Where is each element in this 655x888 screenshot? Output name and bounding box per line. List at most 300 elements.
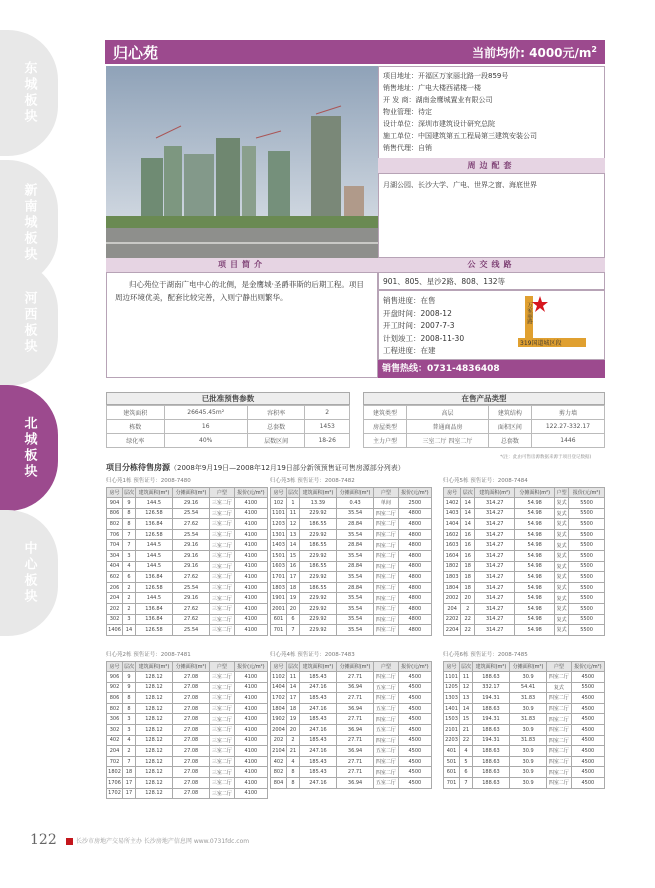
table-cell: 1802: [107, 767, 123, 778]
table-row: [107, 746, 268, 757]
table-cell: 复式: [555, 498, 569, 509]
table-cell: 1604: [444, 550, 461, 561]
table-cell: 1803: [444, 572, 461, 583]
table-cell: 126.58: [135, 625, 172, 636]
table-cell: 54.98: [515, 529, 555, 540]
table-cell: 2001: [271, 603, 287, 614]
table-cell: 5500: [569, 519, 605, 530]
table-cell: 28.84: [337, 519, 374, 530]
table-row: [444, 593, 605, 604]
table-row: 建筑类型 高层 建筑结构 剪力墙: [364, 406, 605, 420]
table-cell: 144.5: [135, 550, 172, 561]
column-header: 户型: [210, 488, 235, 498]
table-cell: 27.71: [337, 693, 374, 704]
table-cell: 2: [461, 603, 475, 614]
table-cell: 1101: [444, 672, 460, 683]
table-cell: 4500: [571, 714, 604, 725]
table-cell: 204: [107, 746, 123, 757]
table-cell: 三室二厅: [210, 788, 235, 799]
table-row: [444, 582, 605, 593]
column-header: 房号: [107, 488, 123, 498]
table-cell: 1702: [107, 788, 123, 799]
table-row: [271, 572, 432, 583]
progress-status: 销售进度：在售: [383, 296, 436, 305]
table-cell: 8: [123, 508, 136, 519]
table-cell: 906: [107, 672, 123, 683]
table-row: [444, 614, 605, 625]
column-header: 户型: [374, 662, 399, 672]
project-intro-text: 归心苑位于湖南广电中心的北侧，是金鹰城·圣爵菲斯的后期工程。项目周边环境优美，配套比较完善，入则宁静出则繁华。: [106, 272, 378, 378]
side-tabs: [0, 0, 62, 888]
table-cell: 5500: [569, 614, 605, 625]
table-cell: 4500: [398, 672, 431, 683]
column-header: 层次: [461, 488, 475, 498]
table-cell: 7: [287, 625, 300, 636]
table-cell: 136.84: [135, 572, 172, 583]
info-developer: 开 发 商：湖南金鹰城置业有限公司: [383, 96, 493, 104]
table-cell: 15: [287, 550, 300, 561]
table-cell: 27.71: [337, 714, 374, 725]
table-row: [271, 540, 432, 551]
table-row: [444, 672, 605, 683]
table-cell: 三室二厅: [210, 767, 235, 778]
table-cell: 2002: [444, 593, 461, 604]
table-row: [107, 498, 268, 509]
table-cell: 8: [287, 767, 300, 778]
table-cell: 54.98: [515, 498, 555, 509]
table-cell: 四室二厅: [374, 672, 399, 683]
table-row: [107, 561, 268, 572]
table-cell: 4100: [234, 582, 267, 593]
table-cell: 36.94: [337, 746, 374, 757]
bus-header: 公交线路: [378, 258, 605, 272]
table-cell: 4800: [398, 572, 431, 583]
table-cell: 128.12: [135, 777, 172, 788]
table-cell: 三室二厅: [210, 756, 235, 767]
table-cell: 402: [107, 735, 123, 746]
table-cell: 5500: [569, 572, 605, 583]
column-header: 房号: [107, 662, 123, 672]
table-cell: 30.9: [510, 724, 547, 735]
table-cell: 314.27: [475, 529, 515, 540]
table-cell: 27.62: [173, 614, 210, 625]
table-cell: 202: [271, 735, 287, 746]
progress-construction: 工程进度：在建: [383, 346, 436, 355]
table-cell: 27.71: [337, 756, 374, 767]
table-cell: 128.12: [135, 714, 172, 725]
table-cell: 247.16: [299, 682, 336, 693]
table-cell: 8: [123, 693, 136, 704]
table-row: [271, 519, 432, 530]
table-cell: 904: [107, 498, 123, 509]
table-cell: 54.98: [515, 550, 555, 561]
table-cell: 186.55: [299, 582, 336, 593]
table-cell: 三室二厅: [210, 540, 235, 551]
sales-hotline[interactable]: 销售热线：0731-4836408: [378, 360, 605, 378]
table-cell: 4100: [234, 693, 267, 704]
table-cell: 1804: [271, 703, 287, 714]
table-cell: 复式: [555, 540, 569, 551]
table-cell: 30.9: [510, 767, 547, 778]
table-row: [444, 735, 605, 746]
table-row: [444, 693, 605, 704]
table-cell: 314.27: [475, 603, 515, 614]
table-cell: 501: [444, 756, 460, 767]
table-row: [444, 603, 605, 614]
table-cell: 28.84: [337, 540, 374, 551]
table-cell: 三室二厅: [210, 777, 235, 788]
table-cell: 9: [123, 672, 136, 683]
table-cell: 四室二厅: [547, 714, 572, 725]
table-cell: 28.84: [337, 582, 374, 593]
table-cell: 185.43: [299, 756, 336, 767]
table-cell: 三室二厅: [210, 724, 235, 735]
table-cell: 30.9: [510, 756, 547, 767]
table-cell: 31.83: [510, 714, 547, 725]
column-header: 建筑面积(m²): [472, 662, 509, 672]
column-header: 建筑面积(m²): [475, 488, 515, 498]
project-info: [378, 66, 605, 159]
table-cell: 4500: [571, 767, 604, 778]
table-cell: 4100: [234, 593, 267, 604]
table-cell: 54.98: [515, 603, 555, 614]
table-cell: 6: [123, 572, 136, 583]
table-cell: 4: [287, 756, 300, 767]
table-cell: 702: [107, 756, 123, 767]
table-cell: 复式: [555, 561, 569, 572]
column-header: 房号: [271, 488, 287, 498]
column-header: 层次: [287, 488, 300, 498]
table-cell: 314.27: [475, 508, 515, 519]
info-design: 设计单位：深圳市建筑设计研究总院: [383, 120, 495, 128]
table-cell: 四室二厅: [547, 672, 572, 683]
side-tab-dongcheng[interactable]: 东城板块: [0, 30, 58, 156]
table-cell: 4100: [234, 519, 267, 530]
table-cell: 复式: [555, 572, 569, 583]
table-cell: 7: [123, 540, 136, 551]
table-cell: 2: [123, 593, 136, 604]
building-table: [106, 487, 268, 636]
table-cell: 1406: [107, 625, 123, 636]
side-tab-hexi[interactable]: 河西板块: [0, 260, 58, 386]
table-cell: 27.08: [173, 714, 210, 725]
table-cell: 4500: [398, 767, 431, 778]
table-cell: 四室二厅: [547, 724, 572, 735]
table-cell: 三室二厅: [210, 625, 235, 636]
table-row: [444, 756, 605, 767]
table-cell: 229.92: [299, 625, 336, 636]
building-block: [270, 650, 432, 789]
column-header: 报价(元/m²): [234, 488, 267, 498]
table-cell: 314.27: [475, 582, 515, 593]
table-cell: 复式: [555, 508, 569, 519]
table-cell: 4800: [398, 550, 431, 561]
table-cell: 3: [123, 714, 136, 725]
table-cell: 4100: [234, 788, 267, 799]
table-cell: 1701: [271, 572, 287, 583]
table-cell: 128.12: [135, 724, 172, 735]
table-row: [271, 703, 432, 714]
table-cell: 186.55: [299, 540, 336, 551]
table-cell: 144.5: [135, 498, 172, 509]
table-cell: 27.08: [173, 777, 210, 788]
building-cert: 预售证号：2008-7485: [470, 652, 528, 658]
column-header: 报价(元/m²): [398, 488, 431, 498]
table-cell: 1803: [271, 582, 287, 593]
side-tab-xinnancheng[interactable]: 新南城板块: [0, 160, 58, 286]
table-row: [271, 672, 432, 683]
table-cell: 314.27: [475, 561, 515, 572]
table-cell: 20: [287, 724, 300, 735]
table-cell: 四室二厅: [547, 693, 572, 704]
table-cell: 4100: [234, 572, 267, 583]
table-cell: 36.94: [337, 777, 374, 788]
table-cell: 四室二厅: [374, 508, 399, 519]
table-cell: 1603: [271, 561, 287, 572]
table-cell: 4100: [234, 714, 267, 725]
table-cell: 804: [271, 777, 287, 788]
table-cell: 706: [107, 529, 123, 540]
table-cell: 6: [287, 614, 300, 625]
table-row: [444, 724, 605, 735]
table-cell: 144.5: [135, 540, 172, 551]
table-cell: 五室二厅: [374, 724, 399, 735]
table-cell: 11: [287, 672, 300, 683]
table-cell: 4800: [398, 561, 431, 572]
table-cell: 29.16: [173, 593, 210, 604]
product-table: [363, 405, 605, 448]
table-row: [107, 788, 268, 799]
table-cell: 1503: [444, 714, 460, 725]
table-cell: 27.71: [337, 767, 374, 778]
table-cell: 136.84: [135, 519, 172, 530]
table-row: [271, 767, 432, 778]
table-cell: 4100: [234, 508, 267, 519]
building-table: [270, 661, 432, 789]
table-cell: 247.16: [299, 703, 336, 714]
table-cell: 185.43: [299, 735, 336, 746]
table-row: [271, 603, 432, 614]
table-cell: 4800: [398, 603, 431, 614]
table-cell: 4800: [398, 508, 431, 519]
table-cell: 22: [461, 625, 475, 636]
table-cell: 4800: [398, 582, 431, 593]
table-cell: 三室二厅: [210, 498, 235, 509]
building-header: [270, 650, 432, 661]
table-cell: 18: [123, 767, 136, 778]
table-cell: 1802: [444, 561, 461, 572]
side-tab-zhongxin[interactable]: 中心板块: [0, 510, 58, 636]
table-cell: 54.41: [510, 682, 547, 693]
table-cell: 单间: [374, 498, 399, 509]
table-cell: 四室二厅: [374, 582, 399, 593]
column-header: 分摊面积(m²): [515, 488, 555, 498]
table-cell: 186.55: [299, 561, 336, 572]
table-cell: 4500: [571, 756, 604, 767]
table-cell: 2: [123, 582, 136, 593]
building-header: [106, 476, 268, 487]
table-row: [271, 508, 432, 519]
table-row: [107, 572, 268, 583]
table-cell: 314.27: [475, 550, 515, 561]
column-header: 分摊面积(m²): [173, 662, 210, 672]
table-cell: 35.54: [337, 550, 374, 561]
table-cell: 185.43: [299, 767, 336, 778]
table-cell: 5500: [569, 508, 605, 519]
table-cell: 15: [460, 714, 473, 725]
table-cell: 复式: [547, 682, 572, 693]
table-row: [444, 550, 605, 561]
footer: [66, 836, 249, 845]
table-cell: 5500: [569, 550, 605, 561]
table-row: [107, 593, 268, 604]
table-cell: 9: [123, 498, 136, 509]
table-cell: 314.27: [475, 593, 515, 604]
table-cell: 4100: [234, 756, 267, 767]
table-cell: 27.71: [337, 735, 374, 746]
table-cell: 四室二厅: [374, 529, 399, 540]
table-cell: 4500: [398, 724, 431, 735]
building-name: 归心苑3栋: [270, 478, 296, 484]
table-cell: 18: [461, 582, 475, 593]
table-cell: 五室二厅: [374, 703, 399, 714]
table-cell: 20: [287, 603, 300, 614]
table-cell: 25.54: [173, 529, 210, 540]
table-cell: 54.98: [515, 625, 555, 636]
table-cell: 1101: [271, 508, 287, 519]
table-cell: 四室二厅: [374, 561, 399, 572]
table-row: [271, 693, 432, 704]
table-cell: 128.12: [135, 682, 172, 693]
table-cell: 四室二厅: [374, 593, 399, 604]
table-cell: 314.27: [475, 614, 515, 625]
column-header: 建筑面积(m²): [299, 488, 336, 498]
table-cell: 3: [123, 550, 136, 561]
column-header: 房号: [271, 662, 287, 672]
table-cell: 247.16: [299, 746, 336, 757]
table-cell: 四室二厅: [547, 777, 572, 788]
table-cell: 4: [123, 735, 136, 746]
table-cell: 314.27: [475, 540, 515, 551]
table-cell: 3: [123, 614, 136, 625]
building-block: [270, 476, 432, 636]
table-cell: 102: [271, 498, 287, 509]
table-cell: 35.54: [337, 508, 374, 519]
table-cell: 802: [271, 767, 287, 778]
table-cell: 188.63: [472, 756, 509, 767]
sales-title-main: 项目分栋待售房源: [106, 463, 170, 472]
table-cell: 20: [461, 593, 475, 604]
table-cell: 11: [287, 508, 300, 519]
table-cell: 247.16: [299, 724, 336, 735]
table-cell: 229.92: [299, 572, 336, 583]
table-cell: 4500: [571, 693, 604, 704]
table-row: [444, 498, 605, 509]
table-cell: 四室二厅: [374, 767, 399, 778]
table-cell: 1804: [444, 582, 461, 593]
table-cell: 5: [460, 756, 473, 767]
table-row: [444, 508, 605, 519]
table-cell: 54.98: [515, 519, 555, 530]
building-name: 归心苑1栋: [106, 478, 132, 484]
column-header: 分摊面积(m²): [337, 662, 374, 672]
table-cell: 4100: [234, 625, 267, 636]
table-cell: 302: [107, 614, 123, 625]
table-row: [271, 682, 432, 693]
table-cell: 128.12: [135, 735, 172, 746]
table-cell: 8: [123, 519, 136, 530]
table-cell: 复式: [555, 519, 569, 530]
logo-icon: [66, 838, 73, 845]
table-cell: 701: [444, 777, 460, 788]
table-cell: 185.43: [299, 672, 336, 683]
table-row: [271, 756, 432, 767]
table-header-row: [444, 662, 605, 672]
table-cell: 5500: [569, 540, 605, 551]
table-cell: 5500: [571, 682, 604, 693]
table-cell: 四室二厅: [374, 714, 399, 725]
building-table: [443, 487, 605, 636]
table-cell: 三室二厅: [210, 550, 235, 561]
table-cell: 4500: [571, 746, 604, 757]
table-cell: 54.98: [515, 572, 555, 583]
table-cell: 4: [460, 746, 473, 757]
table-cell: 4100: [234, 561, 267, 572]
table-row: [107, 603, 268, 614]
building-header: [106, 650, 268, 661]
table-cell: 128.12: [135, 756, 172, 767]
table-cell: 14: [461, 519, 475, 530]
table-cell: 18: [461, 572, 475, 583]
table-cell: 1205: [444, 682, 460, 693]
table-row: [107, 529, 268, 540]
table-cell: 4100: [234, 746, 267, 757]
table-cell: 188.63: [472, 746, 509, 757]
table-cell: 128.12: [135, 746, 172, 757]
table-row: [107, 508, 268, 519]
project-name: 归心苑: [113, 43, 159, 62]
table-row: [444, 703, 605, 714]
table-row: [271, 614, 432, 625]
table-cell: 35.54: [337, 572, 374, 583]
building-name: 归心苑4栋: [270, 652, 296, 658]
table-cell: 186.55: [299, 519, 336, 530]
table-cell: 128.12: [135, 672, 172, 683]
building-table: [106, 661, 268, 799]
table-cell: 四室二厅: [547, 756, 572, 767]
table-cell: 18: [287, 703, 300, 714]
table-row: [271, 625, 432, 636]
table-cell: 13: [460, 693, 473, 704]
table-row: [107, 682, 268, 693]
page-number: 122: [30, 832, 57, 848]
table-cell: 27.08: [173, 735, 210, 746]
table-cell: 17: [123, 788, 136, 799]
table-cell: 三室二厅: [210, 519, 235, 530]
side-tab-beicheng[interactable]: 北城板块: [0, 385, 58, 511]
building-cert: 预售证号：2008-7482: [297, 478, 355, 484]
table-cell: 五室二厅: [374, 777, 399, 788]
table-cell: 126.58: [135, 529, 172, 540]
table-cell: 314.27: [475, 625, 515, 636]
table-cell: 5500: [569, 593, 605, 604]
table-cell: 4100: [234, 777, 267, 788]
table-cell: 136.84: [135, 614, 172, 625]
table-cell: 14: [460, 703, 473, 714]
building-cert: 预售证号：2008-7480: [133, 478, 191, 484]
product-title: 在售产品类型: [363, 392, 605, 405]
table-header-row: [107, 488, 268, 498]
